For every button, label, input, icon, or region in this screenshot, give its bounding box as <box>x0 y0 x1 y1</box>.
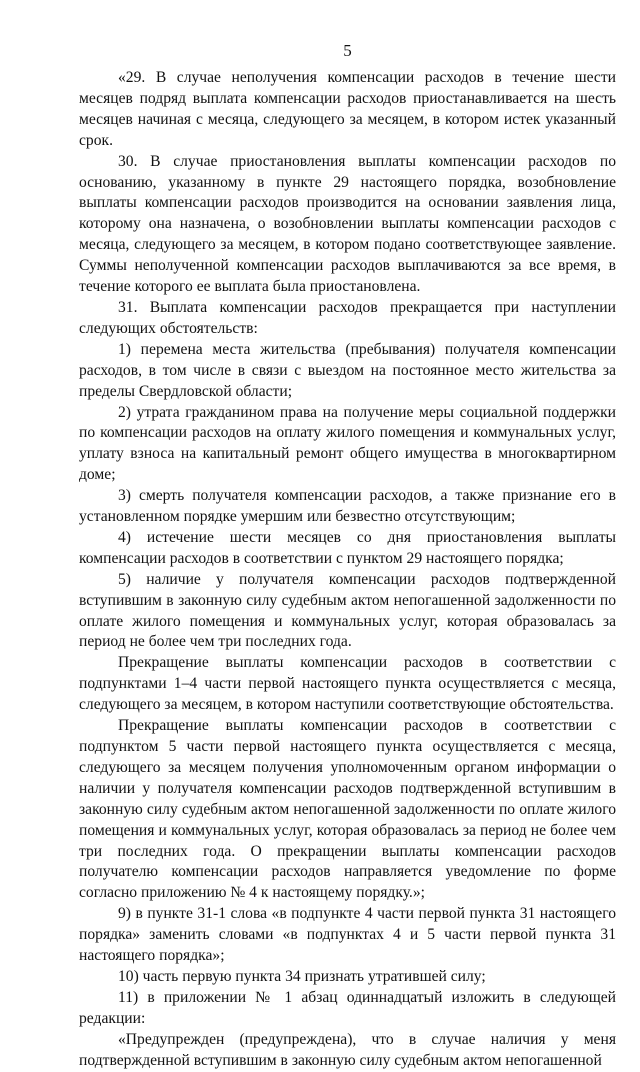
subitem-4: 4) истечение шести месяцев со дня приостановления выплаты компенсации расходов в соответствии с пунктом 29 настоящего порядка; <box>79 528 616 567</box>
amendment-item-10: 10) часть первую пункта 34 признать утратившей силу; <box>118 967 486 985</box>
termination-paragraph-2: Прекращение выплаты компенсации расходов в соответствии с подпунктом 5 части первой настоящего пункта осуществляется с месяца, следующего за месяцем получения уполномоченным органом информации о наличии у получателя компенсации расходов подтвержденной вступившим в законную силу судебным актом непогашенной задолженности по оплате жилого помещения и коммунальных услуг, которая образовалась за период не более чем три последних года. О прекращении выплаты компенсации расходов получателю компенсации расходов направляется уведомление по форме согласно приложению № 4 к настоящему порядку.»; <box>79 717 616 902</box>
paragraph-31: 31. Выплата компенсации расходов прекращается при наступлении следующих обстоятельств: <box>79 298 616 337</box>
subitem-2: 2) утрата гражданином права на получение меры социальной поддержки по компенсации расходов на оплату жилого помещения и коммунальных услуг, уплату взноса на капитальный ремонт общего имущества в многоквартирном доме; <box>79 403 616 484</box>
quoted-paragraph: «Предупрежден (предупреждена), что в случае наличия у меня подтвержденной вступившим в законную силу судебным актом непогашенной <box>79 1030 616 1069</box>
subitem-5: 5) наличие у получателя компенсации расходов подтвержденной вступившим в законную силу судебным актом непогашенной задолженности по оплате жилого помещения и коммунальных услуг, которая образовалась за период не более чем три последних года. <box>79 570 616 651</box>
paragraph-30: 30. В случае приостановления выплаты компенсации расходов по основанию, указанному в пункте 29 настоящего порядка, возобновление выплаты компенсации расходов производится на основании заявления лица, которому она назначена, о возобновлении выплаты компенсации расходов с месяца, следующего за месяцем, в котором подано соответствующее заявление. Суммы неполученной компенсации расходов выплачиваются за все время, в течение которого ее выплата была приостановлена. <box>79 152 616 296</box>
paragraph-29: «29. В случае неполучения компенсации расходов в течение шести месяцев подряд выплата компенсации расходов приостанавливается на шесть месяцев начиная с месяца, следующего за месяцем, в котором истек указанный срок. <box>79 69 616 149</box>
page-number: 5 <box>343 41 352 60</box>
amendment-item-11: 11) в приложении № 1 абзац одиннадцатый изложить в следующей редакции: <box>79 988 616 1027</box>
subitem-3: 3) смерть получателя компенсации расходов, а также признание его в установленном порядке умершим или безвестно отсутствующим; <box>79 487 616 526</box>
termination-paragraph-1: Прекращение выплаты компенсации расходов в соответствии с подпунктами 1–4 части первой настоящего пункта осуществляется с месяца, следующего за месяцем, в котором наступили соответствующие обстоятельства. <box>79 654 616 714</box>
amendment-item-9: 9) в пункте 31-1 слова «в подпункте 4 части первой пункта 31 настоящего порядка» заменить словами «в подпунктах 4 и 5 части первой пункта 31 настоящего порядка»; <box>79 905 616 965</box>
subitem-1: 1) перемена места жительства (пребывания) получателя компенсации расходов, в том числе в связи с выездом на постоянное место жительства за пределы Свердловской области; <box>79 340 616 400</box>
